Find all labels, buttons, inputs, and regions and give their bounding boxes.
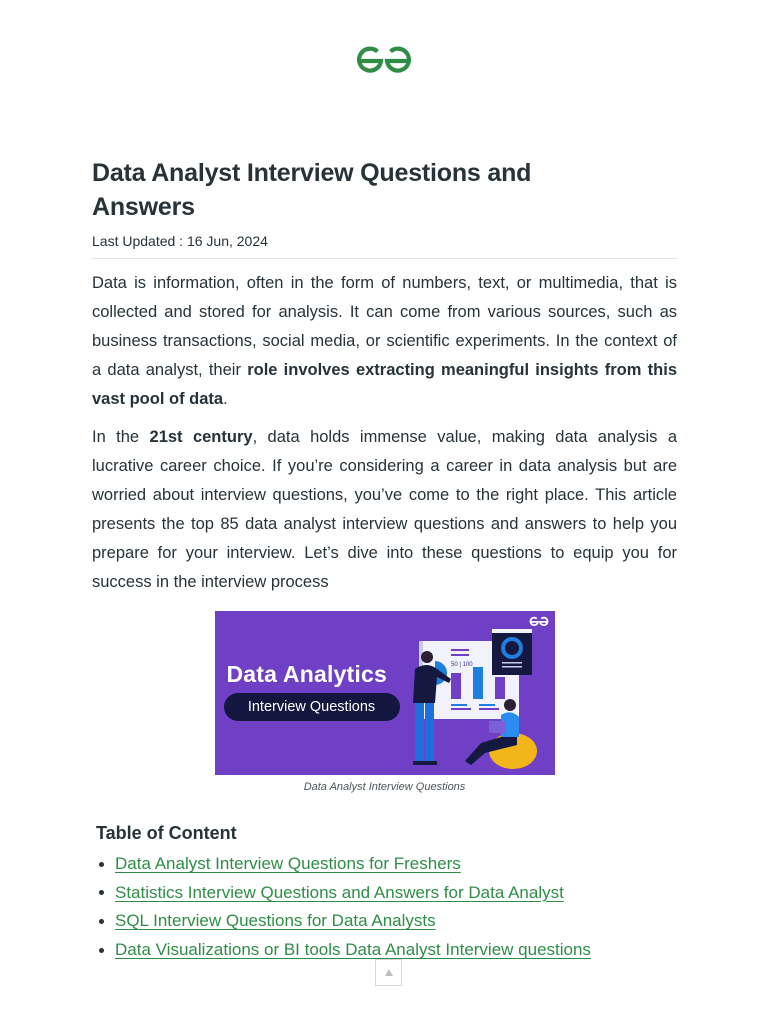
toc-item [96,850,677,879]
toc-link-statistics[interactable]: Statistics Interview Questions and Answers for Data Analyst [115,882,564,902]
toc-item [96,879,677,908]
toc-link-sql[interactable]: SQL Interview Questions for Data Analysts [115,911,436,931]
article-figure [92,611,677,793]
bullet-icon [99,919,104,924]
bullet-icon [99,890,104,895]
table-of-content [96,821,677,964]
text-span: , data holds immense value, making data analysis a lucrative career choice. If you’re considering a career in data analysis but are worried about interview questions, you’ve come to the right place. This article presents the top 85 data analyst interview questions and answers to help you prepare for your interview. Let’s dive into these questions to equip you for success in the interview process [92,428,678,591]
site-header [0,44,768,76]
toc-item [96,907,677,936]
article [92,156,677,964]
gfg-logo-link[interactable] [355,44,413,76]
page-title: Data Analyst Interview Questions and Answers [92,159,532,221]
bullet-icon [99,862,104,867]
banner-subtitle-pill: Interview Questions [224,693,400,721]
bold-text-span: 21st century [149,428,253,446]
last-updated: Last Updated : 16 Jun, 2024 [92,232,677,259]
banner-title: Data Analytics [226,661,387,687]
intro-paragraph-1 [92,269,677,414]
toc-list [96,850,677,964]
bold-text-span: role involves extracting meaningful insights from this vast pool of data [92,361,677,408]
figure-caption: Data Analyst Interview Questions [303,781,466,793]
banner-image [215,611,555,775]
data-analyst-illustration-icon [405,621,555,771]
text-span: . [223,390,228,408]
bullet-icon [99,948,104,953]
toc-title: Table of Content [96,823,237,843]
toc-link-visualization-bi[interactable]: Data Visualizations or BI tools Data Analyst Interview questions [115,940,591,960]
toc-link-freshers[interactable]: Data Analyst Interview Questions for Freshers [115,854,461,874]
geeksforgeeks-logo-icon [355,44,413,76]
text-span: Data is information, often in the form of numbers, text, or multimedia, that is collected and stored for analysis. It can come from various sources, such as business transactions, social media, or scientific experiments. In the context of a data analyst, their [92,274,677,379]
scroll-to-top-button[interactable] [375,959,402,986]
banner-chart-label: 50 | 100 [450,662,473,668]
arrow-up-icon [385,969,393,976]
intro-paragraph-2 [92,423,677,597]
text-span: In the [92,428,150,446]
